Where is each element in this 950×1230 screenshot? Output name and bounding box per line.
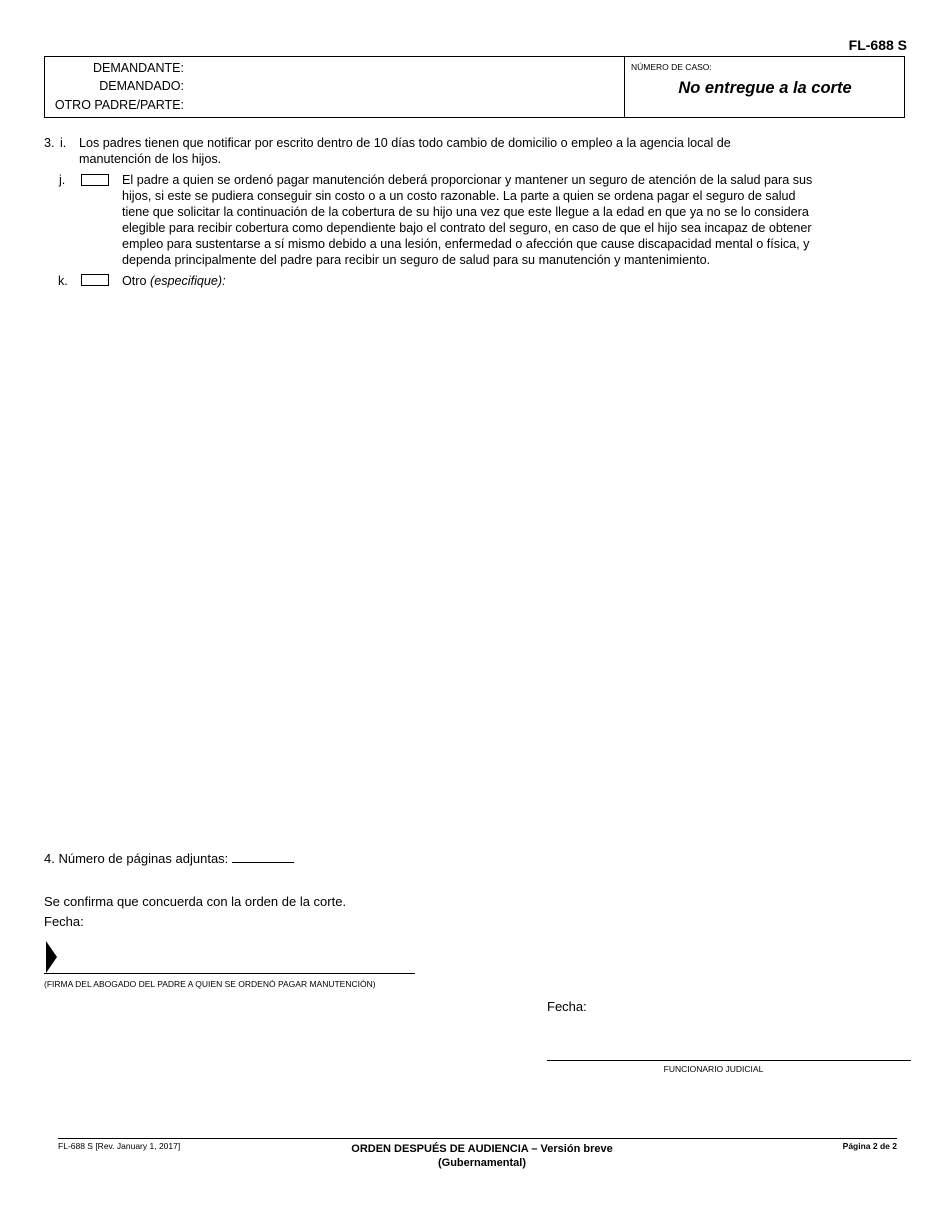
item-3k-letter: k.: [58, 274, 68, 288]
footer-form-revision: FL-688 S [Rev. January 1, 2017]: [58, 1141, 181, 1151]
attached-pages-field[interactable]: [232, 850, 294, 863]
item-4: [44, 850, 294, 867]
case-number-label: NÚMERO DE CASO:: [631, 62, 712, 72]
item-3-number: 3.: [44, 136, 55, 150]
judicial-signature-caption: FUNCIONARIO JUDICIAL: [663, 1064, 764, 1074]
attorney-signature-caption: (FIRMA DEL ABOGADO DEL PADRE A QUIEN SE ORDENÓ PAGAR MANUTENCIÓN): [44, 979, 376, 989]
footer-rule: [58, 1138, 897, 1139]
item-4-label: 4. Número de páginas adjuntas:: [44, 851, 229, 866]
item-3k-other-text-area[interactable]: [120, 292, 905, 822]
footer-title: [312, 1142, 652, 1170]
item-3k-label-group: [122, 273, 226, 289]
item-3k-specify: (especifique):: [150, 274, 226, 288]
item-3i-line-1: Los padres tienen que notificar por escrito dentro de 10 días todo cambio de domicilio o empleo a la agencia local de: [79, 136, 731, 150]
item-3j-line: elegible para recibir cobertura como dependiente bajo el contrato del seguro, en caso de que el hijo sea incapaz de obtener: [122, 221, 812, 235]
item-3j-checkbox[interactable]: [81, 174, 109, 186]
item-3j-line: El padre a quien se ordenó pagar manutención deberá proporcionar y mantener un seguro de atención de la salud para sus: [122, 173, 813, 187]
item-3i-line-2: manutención de los hijos.: [79, 152, 222, 166]
item-3i-letter: i.: [60, 136, 67, 150]
item-3j-line: dependa principalmente del padre para recibir un seguro de salud para su manutención y mantenimiento.: [122, 253, 711, 267]
parties-section: [45, 57, 624, 117]
other-parent-label: OTRO PADRE/PARTE:: [54, 98, 184, 112]
footer-page-number: Página 2 de 2: [842, 1141, 897, 1151]
sign-here-arrow-icon: [46, 941, 57, 973]
item-3j-line: hijos, si este se pudiera conseguir sin costo o a un costo razonable. La parte a quien se ordena pagar el seguro de salud: [122, 189, 796, 203]
judicial-signature-line[interactable]: [547, 1060, 911, 1061]
judicial-date-label: Fecha:: [547, 999, 587, 1014]
confirmation-date-label: Fecha:: [44, 914, 84, 929]
respondent-label: DEMANDADO:: [99, 79, 184, 93]
footer-title-line-2: (Gubernamental): [437, 1157, 526, 1169]
attorney-signature-line[interactable]: [44, 973, 415, 974]
item-3j-letter: j.: [59, 173, 66, 187]
item-3j-line: empleo para sustentarse a sí mismo debido a una lesión, enfermedad o afección que cause discapacidad mental o física, y: [122, 237, 810, 251]
case-number-value: No entregue a la corte: [678, 79, 852, 97]
form-number: FL-688 S: [848, 37, 907, 53]
item-3j-text: [122, 172, 812, 268]
item-3k-label: Otro: [122, 274, 147, 288]
item-3k-checkbox[interactable]: [81, 274, 109, 286]
confirmation-text: Se confirma que concuerda con la orden de la corte.: [44, 894, 347, 909]
petitioner-label: DEMANDANTE:: [93, 61, 184, 75]
caption-box: [44, 56, 905, 118]
item-3j-line: tiene que solicitar la continuación de la cobertura de su hijo una vez que este llegue a la edad en que ya no se lo considera: [122, 205, 809, 219]
footer-title-line-1: ORDEN DESPUÉS DE AUDIENCIA – Versión breve: [351, 1143, 613, 1155]
